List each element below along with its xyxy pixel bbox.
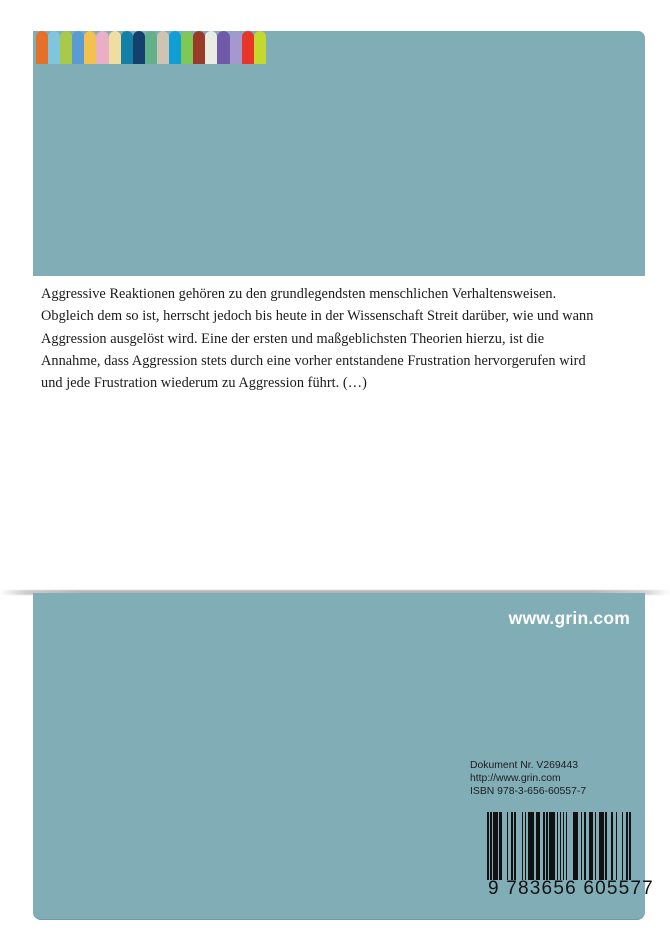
color-tab bbox=[36, 31, 48, 64]
color-tab bbox=[145, 31, 157, 64]
color-tab-strip bbox=[36, 31, 266, 64]
color-tab bbox=[205, 31, 217, 64]
publisher-url[interactable]: http://www.grin.com bbox=[470, 773, 561, 785]
top-teal-panel bbox=[33, 31, 645, 276]
color-tab bbox=[181, 31, 193, 64]
barcode-bars bbox=[487, 812, 631, 880]
color-tab bbox=[84, 31, 96, 64]
color-tab bbox=[157, 31, 169, 64]
blurb-text bbox=[41, 283, 601, 394]
isbn-barcode bbox=[487, 812, 654, 900]
color-tab bbox=[48, 31, 60, 64]
color-tab bbox=[109, 31, 121, 64]
document-number: Dokument Nr. V269443 bbox=[470, 760, 579, 771]
color-tab bbox=[242, 31, 254, 64]
barcode-bar bbox=[629, 812, 631, 880]
color-tab bbox=[230, 31, 242, 64]
color-tab bbox=[72, 31, 84, 64]
color-tab bbox=[169, 31, 181, 64]
color-tab bbox=[217, 31, 229, 64]
isbn: ISBN 978-3-656-60557-7 bbox=[470, 786, 587, 798]
color-tab bbox=[96, 31, 108, 64]
document-metadata bbox=[470, 759, 630, 799]
blurb-paragraph: Aggressive Reaktionen gehören zu den grundlegendsten menschlichen Verhaltensweisen. Obgleich dem so ist, herrscht jedoch bis heute in der Wissenschaft Streit darüber, wie und wann Aggression ausgelöst wird. Eine der ersten und maßgeblichsten Theorien hierzu, ist die Annahme, dass Aggression stets durch eine vorher entstandene Frustration hervorgerufen wird und jede Frustration wiederum zu Aggression führt. (…) bbox=[41, 286, 594, 392]
color-tab bbox=[121, 31, 133, 64]
color-tab bbox=[60, 31, 72, 64]
color-tab bbox=[133, 31, 145, 64]
color-tab bbox=[193, 31, 205, 64]
publisher-website[interactable]: www.grin.com bbox=[508, 608, 630, 628]
color-tab bbox=[254, 31, 266, 64]
barcode-digits: 9 783656 605577 bbox=[488, 878, 654, 899]
